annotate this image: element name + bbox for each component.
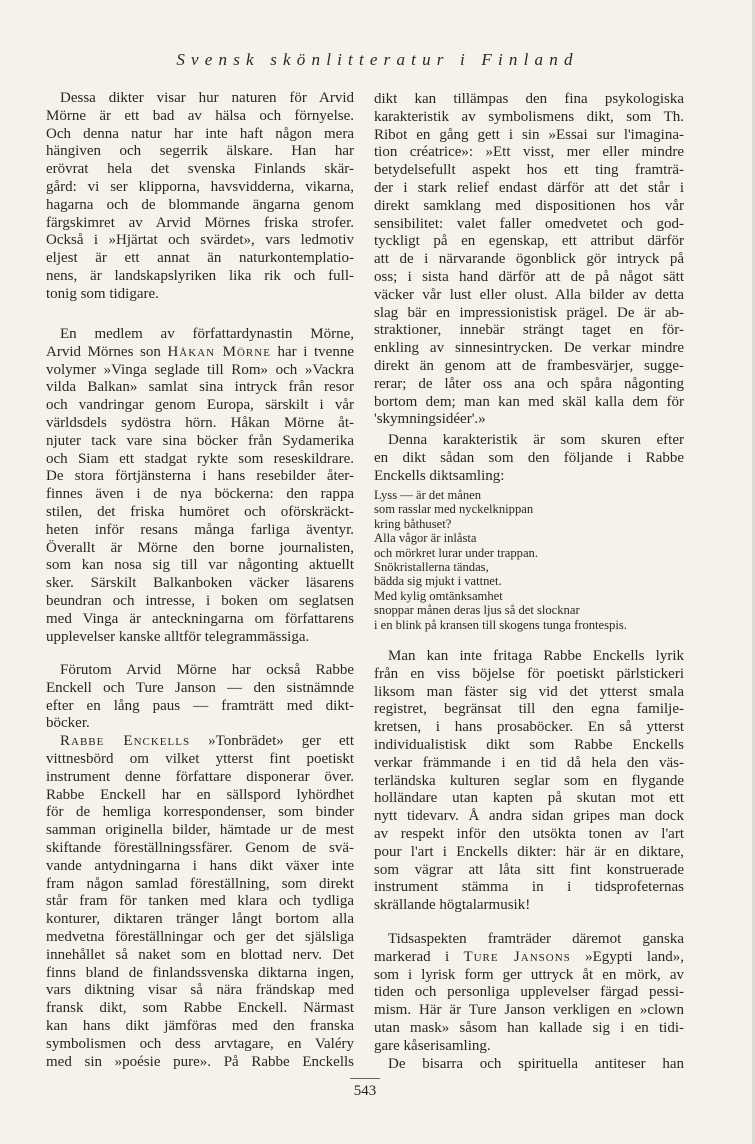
text-line: beundran och intresse, i boken om seglatsen [46,592,354,609]
author-name-smallcaps: Rabbe Enckells [60,733,191,750]
text-line: en dikt sådan som den följande i Rabbe [374,449,684,466]
text-line: fransk dikt, som Rabbe Enckell. Närmast [46,1000,354,1017]
text-line: hagarna och de blommande ängarna genom [46,196,354,213]
text-line: Man kan inte fritaga Rabbe Enckells lyrik [388,648,684,664]
text-line: instrument stämma in i tidsprofeternas [374,879,684,896]
text-line: hängiven och segerrik älskare. Han har [46,143,354,160]
text-segment: har i tvenne [270,343,354,360]
text-segment: »Tonbrädet» ger ett [190,733,354,750]
text-line: instrument denne författare disponerar över. [46,768,354,785]
paragraph [374,648,684,915]
text-line: med Vinga är anteckningarna om författarens [46,610,354,627]
text-line: dikt kan tillämpas den fina psykologiska [374,91,684,107]
text-line: bortom dem; man kan med skäl kalla dem för [374,393,684,410]
text-line: medvetna föreställningar och ger det själsliga [46,928,354,945]
text-line: Enckell och Ture Janson — den sistnämnde [46,679,354,696]
left-column [46,0,354,1144]
text-line: kretsen, i hans prosaböcker. En så ytterst [374,719,684,736]
text-line: nytt tidevarv. Å andra sidan gripes man dock [374,808,684,825]
text-line: skiftande föreställningssfärer. Genom de svä- [46,839,354,856]
text-line: oss; i sista hand därför att de på något sätt [374,268,684,285]
text-line: eljest är ett annat än naturkontemplatio- [46,250,354,267]
text-line: tyckligt på en egenskap, ett attribut därför [374,233,684,250]
text-line: av respekt inför den utsökta tonen av l'art [374,825,684,842]
text-line: De stora förtjänsterna i hans resebilder åter- [46,468,354,485]
text-segment: markerad i [374,948,464,965]
text-line: böcker. [46,715,90,732]
text-line: sker. Särskilt Balkanboken väcker läsarens [46,575,354,592]
text-line: direkt samklang med dispositionen hos vår [374,197,684,214]
text-line: världsdels sydöstra hörn. Håkan Mörne åt- [46,414,354,431]
text-line: samman originella bilder, hämtade ur de mest [46,822,354,839]
poem-line: kring båthuset? [374,516,452,531]
text-line: gare kåserisamling. [374,1037,491,1054]
poem-line: Alla vågor är inlåsta [374,531,477,546]
poem-line: i en blink på kransen till skogens tunga frontespis. [374,617,627,632]
text-line: Överallt är Mörne den borne journalisten, [46,539,354,556]
text-line: pour l'art i Enckells dikter: här är en diktare, [374,843,684,860]
text-line: der i stark relief endast därför att det står i [374,179,684,196]
text-line: heten inför resans många farliga äventyr. [46,521,354,538]
paragraph [46,326,354,646]
text-line: Ribot en gång gett i sin »Essai sur l'imagina- [374,126,684,143]
page-number-rule [350,1078,380,1079]
text-line: Dessa dikter visar hur naturen för Arvid [60,90,354,106]
text-line: slag bär en impressionistisk prägel. De är ab- [374,304,684,321]
text-line: enkling av sinnesintrycken. De verkar mindre [374,340,684,357]
text-line: tion créatrice»: »Ett visst, mer eller mindre [374,144,684,161]
text-line: sensibilitet: valet faller omedvetet och god- [374,215,684,232]
text-line: Enckells diktsamling: [374,467,505,484]
text-line: holländare utan kapten på skutan mot ett [374,790,684,807]
paragraph [374,931,684,1073]
text-line: mism. Här är Ture Janson verkligen en »clown [374,1002,684,1019]
text-line: som i lyrisk form ger uttryck åt en mörk, av [374,966,684,983]
poem-line: Med kylig omtänksamhet [374,588,503,603]
text-segment: »Egypti land», [570,948,684,965]
text-line: vars diktning visar så nära frändskap med [46,982,354,999]
author-name-smallcaps: Ture Jansons [463,948,571,965]
running-header: Svensk skönlitteratur i Finland [176,50,579,69]
text-line: och Siam ett stadgat rykte som reseskildrare. [46,450,354,467]
text-line: liksom man fäster sig vid det ytterst smala [374,683,684,700]
text-line: nens, är landskapslyriken lika rik och full- [46,267,354,284]
text-line: vilda Balkan» samlat sina intryck från resor [46,379,354,396]
poem-line: som rasslar med nyckelknippan [374,502,534,517]
text-line: individualistisk dikt som Rabbe Enckells [374,736,684,753]
text-line: symbolismen och dess arvtagare, en Valéry [46,1035,354,1052]
text-line: vittnesbörd om vilket ytterst fint poetiskt [46,750,354,767]
text-line: Förutom Arvid Mörne har också Rabbe [60,662,354,678]
text-line: En medlem av författardynastin Mörne, [60,326,354,342]
text-line: efter en lång paus — framträtt med dikt- [46,697,354,714]
text-line: färgskimret av Arvid Mörnes friska strofer. [46,214,354,231]
text-segment: Arvid Mörnes son [46,343,168,360]
text-line: står fram för tanken med klara och tydliga [46,893,354,910]
text-line: vande antydningarna i hans dikt växer inte [46,857,354,874]
text-line: som kan nosa sig till var någonting aktuellt [46,557,354,574]
text-line: tonig som tidigare. [46,285,159,302]
paragraph [374,432,684,485]
paragraph [374,91,684,429]
text-line: betydelsefullt aspekt hos ett ting framträ- [374,162,684,179]
text-line: De bisarra och spirituella antiteser han [388,1055,684,1072]
text-line: Rabbe Enckell har en sällspord lyhördhet [46,786,354,803]
poem [374,488,684,632]
text-line: terländska kulturen seglar som en flygande [374,772,684,789]
text-line: rerar; de låter oss ana och spåra någonting [374,375,684,392]
text-line: tiden och personliga upplevelser färgad pessi- [374,984,684,1001]
text-line: upplevelser kanske alltför telegrammässiga. [46,628,310,645]
paragraph [46,90,354,304]
text-line: straktioner, innebär strängt taget en för- [374,322,684,339]
text-line: verkar främmande i en tid då hela den väs- [374,754,684,771]
page-number: 543 [353,1083,377,1099]
text-line: registret, begränsat till den egna familje- [374,701,684,718]
poem-line: bädda sig mjukt i vattnet. [374,574,502,589]
text-line: njuter tack vare sina böcker från Sydamerika [46,432,354,449]
poem-line: Lyss — är det månen [374,488,482,502]
right-column [374,0,684,1144]
text-line: Tidsaspekten framträder däremot ganska [388,931,684,947]
author-name-smallcaps: Håkan Mörne [167,343,271,360]
text-line [374,949,684,967]
text-line: fram någon samlad föreställning, som direkt [46,875,354,892]
text-line: finnes även i de nya böckerna: den rappa [46,486,354,503]
text-line: med sin »poésie pure». På Rabbe Enckells [46,1053,354,1070]
text-line: 'skymningsidéer'.» [374,411,486,428]
poem-line: och mörkret lurar under trappan. [374,545,539,560]
text-line: för de hemliga korrespondenser, som binder [46,804,354,821]
text-line: utan mask» såsom han kallade sig i en tidi- [374,1019,684,1036]
text-line: skrällande högtalarmusik! [374,897,531,914]
text-line: stilen, det friska humöret och oförskräckt- [46,503,354,520]
text-line: konturer, diktaren tränger långt bortom alla [46,911,354,928]
text-line: Mörne är ett bad av hälsa och förnyelse. [46,107,354,124]
text-line: att de i närvarande ögonblick gör intryck på [374,251,684,268]
text-line: Denna karakteristik är som skuren efter [388,432,684,448]
text-line: erövrat hela det svenska Finlands skär- [46,161,354,178]
text-line: från en viss böjelse för poetiskt pärlstickeri [374,665,684,682]
text-line: volymer »Vinga seglade till Rom» och »Vackra [46,361,354,378]
text-line: kan hans dikt jämföras med den franska [46,1017,354,1034]
text-line: Och denna natur har inte haft någon mera [46,125,354,142]
text-line: innehållet så naket som en blottad nerv. Det [46,946,354,963]
text-line: finns bland de finlandssvenska diktarna ingen, [46,964,354,981]
poem-line: Snökristallerna tändas, [374,559,489,574]
text-line: väcker vår lust eller olust. Alla bilder av detta [374,286,684,303]
text-line [46,733,354,751]
text-line: karakteristik av symbolismens dikt, som Th. [374,108,684,125]
text-line: direkt än genom att de frambesvärjer, sugge- [374,357,684,374]
text-line: Också i »Hjärtat och svärdet», vars ledmotiv [46,232,354,249]
paragraph [46,662,354,1071]
text-line: gård: vi ser klipporna, havsvidderna, vikarna, [46,178,354,195]
text-line: och vandringar genom Europa, särskilt i vår [46,397,354,414]
text-line: som vägrar att låta sitt fint konstruerade [374,861,684,878]
poem-line: snoppar månen deras ljus så det slocknar [374,603,580,618]
text-line [46,344,354,362]
